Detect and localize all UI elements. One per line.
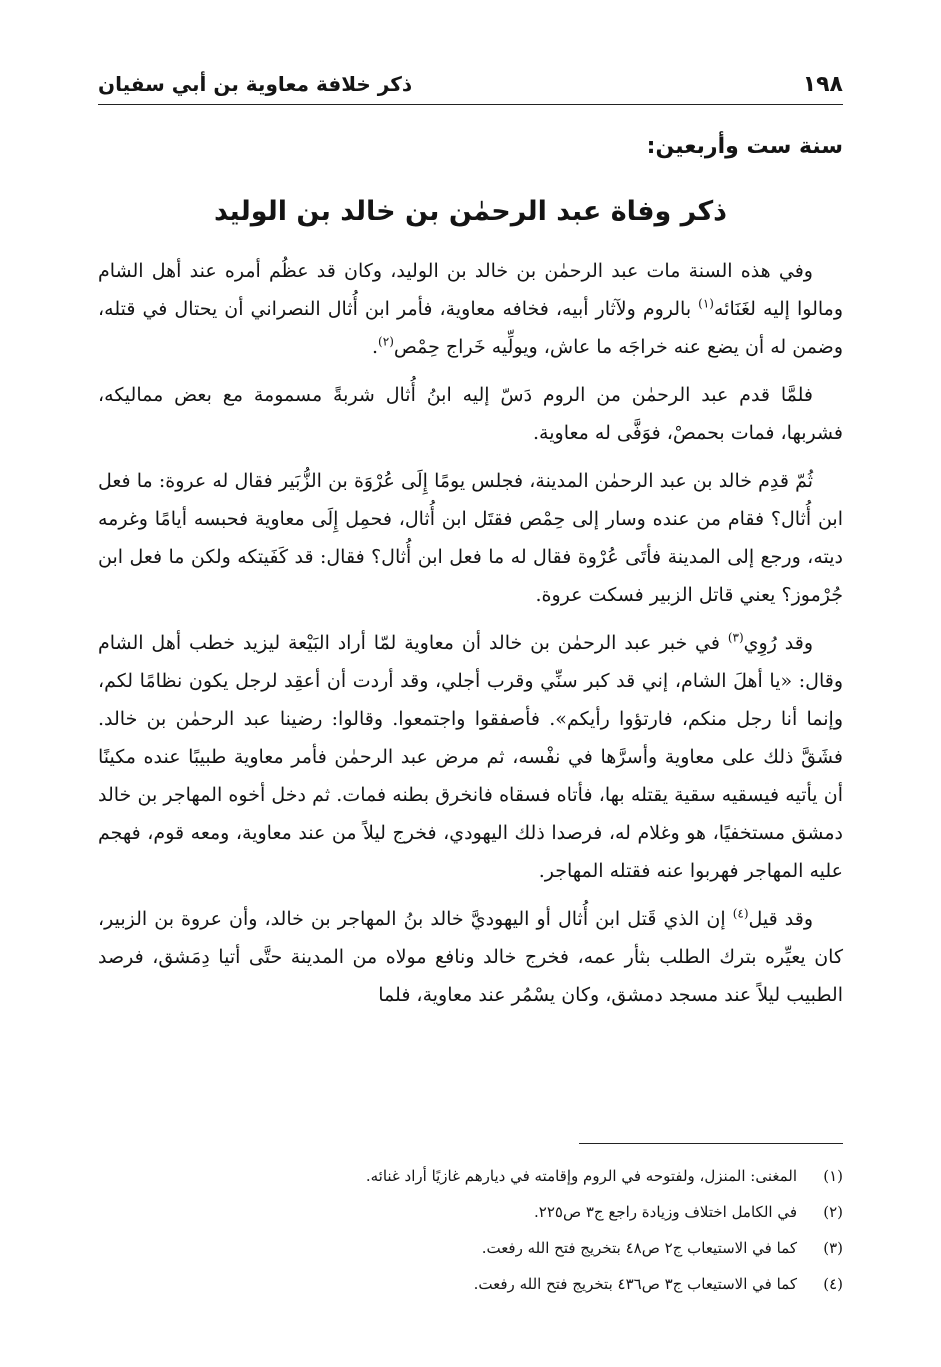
paragraph-text: بالروم ولآثار أبيه، فخافه معاوية، فأمر ابن أُثال النصراني أن يحتال في قتله، وضمن له أن يضع عنه خراجَه ما عاش، ويولِّيه خَراج حِمْص (98, 298, 843, 358)
footnote-ref: (٣) (727, 630, 744, 645)
chapter-title: ذكر وفاة عبد الرحمٰن بن خالد بن الوليد (213, 196, 728, 227)
paragraph-text: . (372, 336, 379, 358)
footnote-number: (٤) (823, 1275, 843, 1293)
footnotes (98, 1158, 843, 1302)
paragraph-text: فلمَّا قدم عبد الرحمٰن من الروم دَسّ إليه ابنُ أُثال شربةً مسمومة مع بعض مماليكه، فشربها، فمات بحمصْ، فوَفَّى له معاوية. (98, 384, 843, 444)
footnote-number: (٢) (823, 1203, 843, 1221)
paragraph-text: ثُمّ قدِم خالد بن عبد الرحمٰن المدينة، فجلس يومًا إِلَى عُرْوَة بن الزُّبَير فقال له عروة: ما فعل ابن أُثال؟ فقام من عنده وسار إلى حِمْص فقتَل ابن أُثال، فحمِل إِلَى معاوية فحبسه أيامًا وغرمه ديته، ورجع إلى المدينة فأتَى عُرْوة فقال له ما فعل ابن أُثال؟ فقال: قد كَفَيتكه ولكن ما فعل ابن جُرْموز؟ يعني قاتل الزبير فسكت عروة. (98, 470, 843, 606)
footnote-text: المغنى: المنزل، ولفتوحه في الروم وإقامته في ديارهم غازيًا أراد غنائه. (365, 1167, 797, 1185)
running-header (98, 70, 843, 104)
footnote-number: (٣) (823, 1239, 843, 1257)
year-heading: سنة ست وأربعين: (646, 134, 843, 159)
footnote-ref: (١) (698, 296, 714, 311)
paragraph-3 (98, 462, 843, 614)
paragraph-4 (98, 624, 843, 890)
footnote-ref: (٢) (378, 334, 394, 349)
footnote-ref: (٤) (732, 906, 749, 921)
footnote-4 (98, 1266, 843, 1302)
paragraph-text: وفي هذه السنة مات عبد الرحمٰن بن خالد بن الوليد، وكان قد عظُم أمره عند أهل الشام ومالوا إليه لغَنَائه (98, 260, 843, 320)
paragraph-2 (98, 376, 843, 452)
footnote-2 (98, 1194, 843, 1230)
paragraph-5 (98, 900, 843, 1014)
paragraph-text: إن الذي قَتل ابن أُثال أو اليهوديَّ خالد بنُ المهاجر بن خالد، وأن عروة بن الزبير، كان يعيِّره بترك الطلب بثأر عمه، فخرج خالد ونافع مولاه من المدينة حتَّى أتيا دِمَشق، فرصد الطبيب ليلاً عند مسجد دمشق، وكان يسْمُر عند معاوية، فلما (98, 908, 843, 1006)
footnote-number: (١) (823, 1167, 843, 1185)
paragraph-text: وقد قيل (748, 908, 813, 930)
footnote-text: في الكامل اختلاف وزيادة راجع ج٣ ص٢٢٥. (533, 1203, 797, 1221)
running-title: ذكر خلافة معاوية بن أبي سفيان (98, 72, 413, 96)
header-rule (98, 104, 843, 105)
footnote-rule (579, 1143, 843, 1144)
paragraph-1 (98, 252, 843, 366)
paragraph-text: في خبر عبد الرحمٰن بن خالد أن معاوية لمّا أراد البَيْعة ليزيد خطب أهل الشام وقال: «يا أهلَ الشام، إني قد كبر سنِّي وقرب أجلي، وقد أردت أن أعقِد لرجل يكون نظامًا لكم، وإنما أنا رجل منكم، فارتؤوا رأيكم». فأصفقوا واجتمعوا. وقالوا: رضينا عبد الرحمٰن بن خالد. فشَقَّ ذلك على معاوية وأسرَّها في نفْسه، ثم مرض عبد الرحمٰن فأمر معاوية طبيبًا عنده مكينًا أن يأتيه فيسقيه سقية يقتله بها، فأتاه فسقاه فانخرق بطنه فمات. ثم دخل أخوه المهاجر بن خالد دمشق مستخفيًا، هو وغلام له، فرصدا ذلك اليهودي، فخرج ليلاً من عند معاوية، ومعه قوم، فهجم عليه المهاجر فهربوا عنه فقتله المهاجر. (98, 632, 843, 882)
footnote-3 (98, 1230, 843, 1266)
footnote-text: كما في الاستيعاب ج٣ ص٤٣٦ بتخريج فتح الله رفعت. (473, 1275, 797, 1293)
paragraph-text: وقد رُوِي (743, 632, 813, 654)
footnote-1 (98, 1158, 843, 1194)
footnote-text: كما في الاستيعاب ج٢ ص٤٨ بتخريج فتح الله رفعت. (481, 1239, 797, 1257)
body-text (98, 252, 843, 1024)
page-number: ١٩٨ (802, 72, 843, 97)
